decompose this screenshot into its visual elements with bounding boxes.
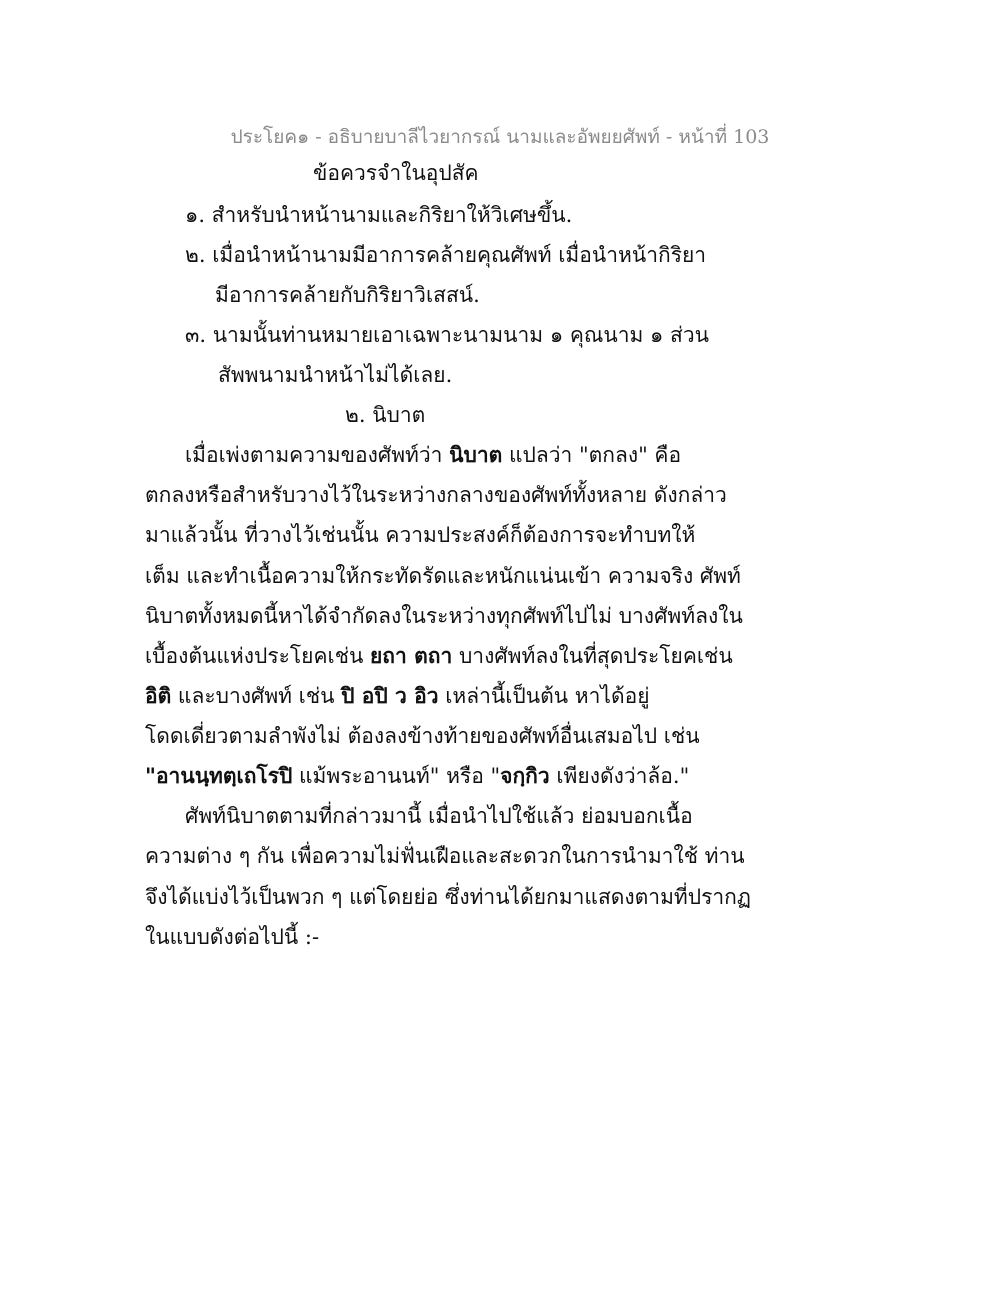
text: บางศัพท์ลงในที่สุดประโยคเช่น (452, 644, 733, 668)
page-header: ประโยค๑ - อธิบายบาลีไวยากรณ์ นามและอัพยยศัพท์ - หน้าที่ 103 (230, 126, 770, 148)
nibata-p1-line-7 (145, 681, 650, 711)
upasakka-item-2-cont: มีอาการคล้ายกับกิริยาวิเสสน์. (215, 283, 480, 307)
term-yatha-tatha: ยถา ตถา (369, 643, 453, 668)
nibata-p1-line-2: ตกลงหรือสำหรับวางไว้ในระหว่างกลางของศัพท์ทั้งหลาย ดังกล่าว (145, 483, 727, 507)
nibata-p2-line-3: จึงได้แบ่งไว้เป็นพวก ๆ แต่โดยย่อ ซึ่งท่านได้ยกมาแสดงตามที่ปรากฏ (145, 885, 751, 909)
nibata-p1-line-3: มาแล้วนั้น ที่วางไว้เช่นนั้น ความประสงค์ก็ต้องการจะทำบทให้ (145, 523, 696, 547)
upasakka-item-2: ๒. เมื่อนำหน้านามมีอาการคล้ายคุณศัพท์ เมื่อนำหน้ากิริยา (185, 243, 707, 267)
nibata-p2-line-1: ศัพท์นิบาตตามที่กล่าวมานี้ เมื่อนำไปใช้แล้ว ย่อมบอกเนื้อ (185, 804, 693, 828)
term-pi-api: ปิ อปิ ว อิว (341, 683, 439, 708)
text: เพียงดังว่าล้อ." (549, 764, 690, 788)
upasakka-item-3: ๓. นามนั้นท่านหมายเอาเฉพาะนามนาม ๑ คุณนาม ๑ ส่วน (185, 323, 709, 347)
nibata-p1-line-4: เต็ม และทำเนื้อความให้กระทัดรัดและหนักแน่นเข้า ความจริง ศัพท์ (145, 564, 741, 588)
example-ananda: "อานนฺทตฺเถโรปิ (145, 763, 293, 788)
nibata-p1-line-6 (145, 641, 733, 671)
text: เมื่อเพ่งตามความของศัพท์ว่า (185, 443, 450, 467)
text: เบื้องต้นแห่งประโยคเช่น (145, 644, 370, 668)
upasakka-item-1: ๑. สำหรับนำหน้านามและกิริยาให้วิเศษขึ้น. (185, 203, 573, 227)
nibata-p1-line-1 (185, 440, 681, 470)
nibata-p1-line-8: โดดเดี่ยวตามลำพังไม่ ต้องลงข้างท้ายของศัพท์อื่นเสมอไป เช่น (145, 724, 700, 748)
term-nibata: นิบาต (449, 442, 503, 467)
example-cakkiva: จกฺกิว (500, 763, 550, 788)
nibata-p1-line-5: นิบาตทั้งหมดนี้หาได้จำกัดลงในระหว่างทุกศัพท์ไปไม่ บางศัพท์ลงใน (145, 604, 743, 628)
nibata-p2-line-2: ความต่าง ๆ กัน เพื่อความไม่ฟั่นเฝือและสะดวกในการนำมาใช้ ท่าน (145, 844, 745, 868)
nibata-title: ๒. นิบาต (345, 403, 426, 427)
nibata-p2-line-4: ในแบบดังต่อไปนี้ :- (145, 925, 320, 949)
text: และบางศัพท์ เช่น (171, 684, 342, 708)
nibata-p1-line-9 (145, 761, 689, 791)
text: แปลว่า "ตกลง" คือ (502, 443, 682, 467)
upasakka-item-3-cont: สัพพนามนำหน้าไม่ได้เลย. (218, 363, 453, 387)
text: แม้พระอานนท์" หรือ " (292, 764, 501, 788)
text: เหล่านี้เป็นต้น หาได้อยู่ (438, 684, 650, 708)
term-iti: อิติ (145, 683, 172, 708)
upasakka-title: ข้อควรจำในอุปสัค (313, 161, 479, 185)
